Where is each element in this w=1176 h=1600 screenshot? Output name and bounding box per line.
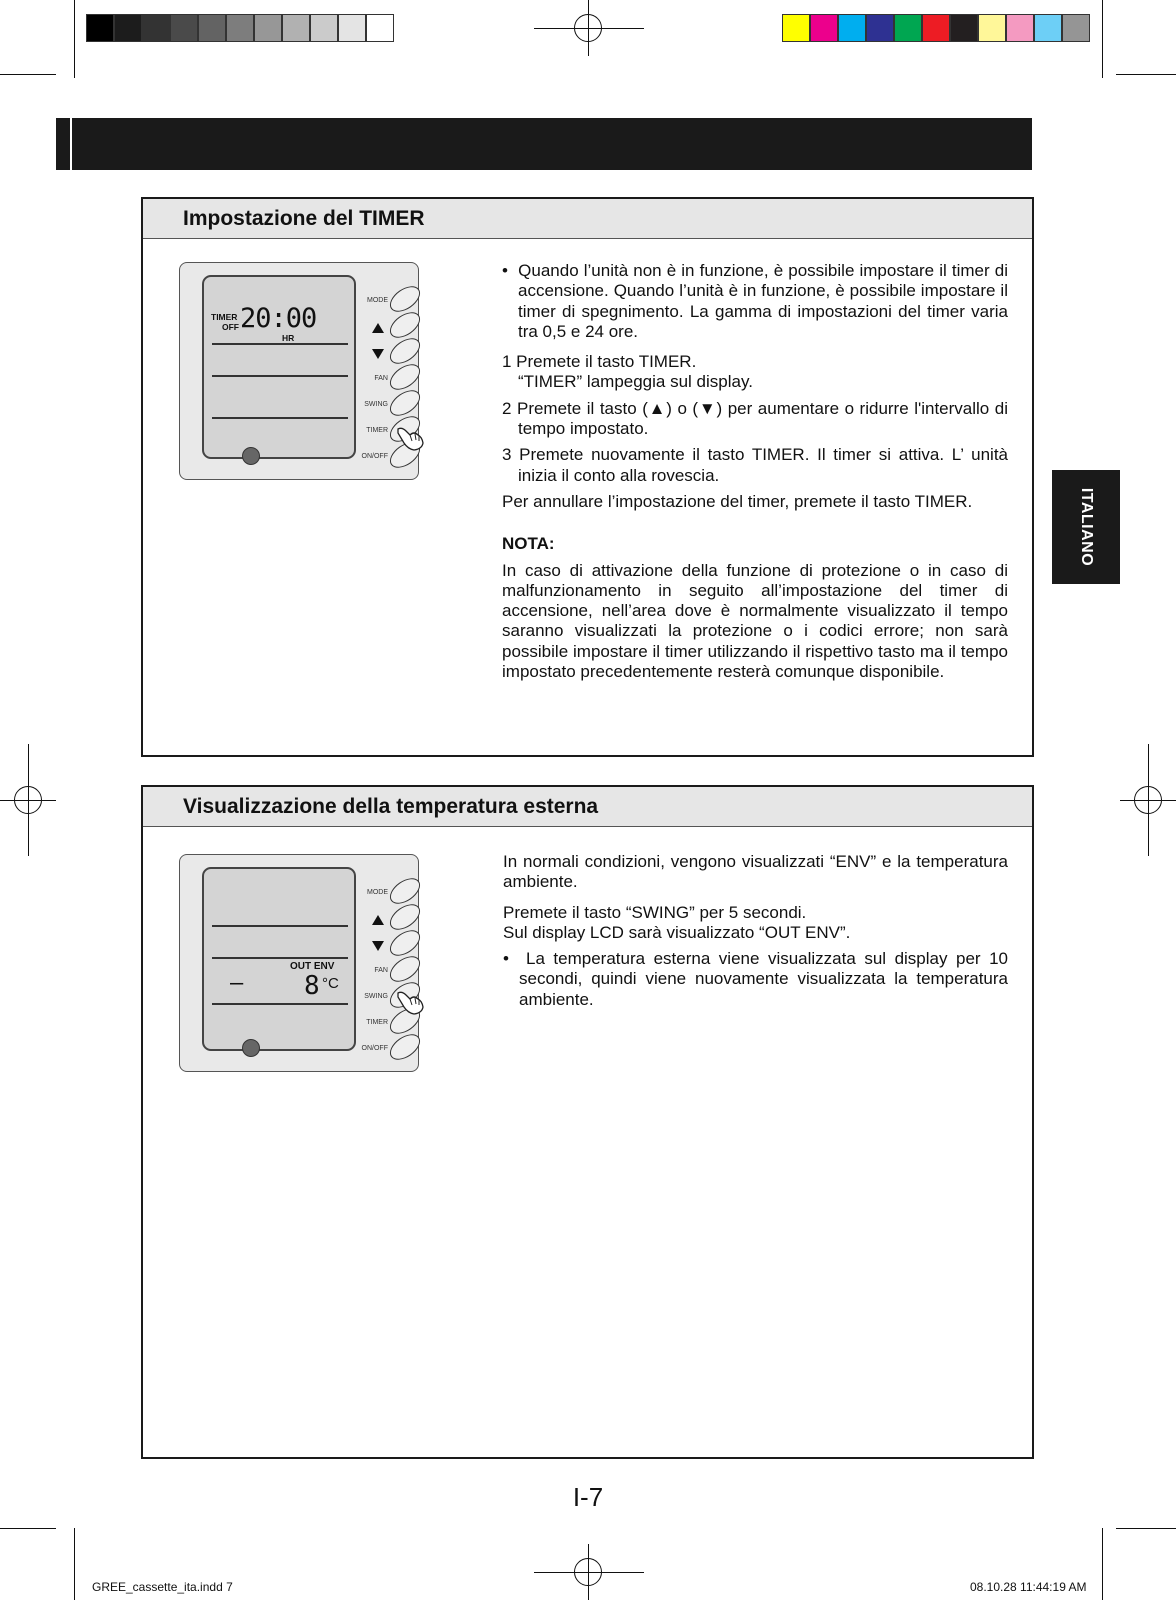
- lcd-screen: [202, 867, 356, 1051]
- color-swatch: [1006, 14, 1034, 42]
- mode-label: MODE: [367, 297, 388, 304]
- lcd-off-label: OFF: [222, 322, 239, 332]
- color-swatch: [1062, 14, 1090, 42]
- swing-label: SWING: [364, 401, 388, 408]
- env-bullet: La temperatura esterna viene visualizzata sul display per 10 secondi, quindi viene nuovamente visualizzata la temperatura ambiente.: [519, 949, 1008, 1009]
- step-3: 3 Premete nuovamente il tasto TIMER. Il timer si attiva. L’ unità inizia il conto alla rovescia.: [502, 445, 1008, 485]
- step-1: 1 Premete il tasto TIMER.: [502, 352, 697, 372]
- color-swatch: [142, 14, 170, 42]
- pointing-hand-icon: [396, 425, 426, 451]
- onoff-label: ON/OFF: [361, 1045, 388, 1052]
- fan-label: FAN: [374, 375, 388, 382]
- color-swatch: [894, 14, 922, 42]
- color-swatch: [338, 14, 366, 42]
- remote-knob: [242, 447, 260, 465]
- up-button[interactable]: [385, 307, 424, 343]
- color-swatch: [366, 14, 394, 42]
- env-text: In normali condizioni, vengono visualizzati “ENV” e la temperatura ambiente. Premete il tasto “SWING” per 5 secondi. Sul display LCD sarà visualizzato “OUT ENV”. • La temperatura esterna viene visualizzata sul display per 10 secondi, quindi viene nuovamente visualizzata la temperatura ambiente.: [503, 852, 1008, 1009]
- cancel-text: Per annullare l’impostazione del timer, premete il tasto TIMER.: [502, 491, 973, 511]
- color-swatch: [978, 14, 1006, 42]
- color-swatch: [838, 14, 866, 42]
- env-p2b: Sul display LCD sarà visualizzato “OUT ENV”.: [503, 922, 851, 942]
- language-tab-label: ITALIANO: [1078, 487, 1095, 567]
- lcd-dash: –: [230, 971, 243, 996]
- color-swatch: [254, 14, 282, 42]
- fan-label: FAN: [374, 967, 388, 974]
- lcd-temp-unit: °C: [322, 975, 339, 992]
- onoff-label: ON/OFF: [361, 453, 388, 460]
- up-arrow-icon: [372, 323, 384, 333]
- color-swatch: [782, 14, 810, 42]
- color-swatch: [310, 14, 338, 42]
- down-arrow-icon: [372, 349, 384, 359]
- color-swatch: [86, 14, 114, 42]
- step-2: 2 Premete il tasto (▲) o (▼) per aumentare o ridurre l'intervallo di tempo impostato.: [502, 398, 1008, 439]
- color-swatch: [1034, 14, 1062, 42]
- lcd-time: 20:00: [240, 303, 317, 334]
- lcd-screen: [202, 275, 356, 459]
- env-p2a: Premete il tasto “SWING” per 5 secondi.: [503, 902, 807, 922]
- color-swatch: [198, 14, 226, 42]
- timer-text: • Quando l’unità non è in funzione, è possibile impostare il timer di accensione. Quando l’unità è in funzione, è possibile impostare il timer di spegnimento. La gamma di impostazioni del timer varia tra 0,5 e 24 ore. 1 Premete il tasto TIMER. “TIMER” lampeggia sul display. 2 Premete il tasto (▲) o (▼) per aumentare o ridurre l'intervallo di tempo impostato. 3 Premete nuovamente il tasto TIMER. Il timer si attiva. L’ unità inizia il conto alla rovescia. Per annullare l’impostazione del timer, premete il tasto TIMER. NOTA: In caso di attivazione della funzione di protezione o in caso di malfunzionamento in seguito all’impostazione del timer di accensione, nell’area dove è normalmente visualizzato il tempo saranno visualizzati la protezione o i codici errore; non sarà possibile impostare il timer utilizzando il rispettivo tasto ma il tempo impostato precedentemente resterà comunque disponibile.: [502, 261, 1008, 682]
- remote-buttons: [362, 275, 422, 475]
- header-bar: [56, 118, 1032, 170]
- onoff-button[interactable]: [385, 1029, 424, 1065]
- color-swatch: [950, 14, 978, 42]
- env-p1: In normali condizioni, vengono visualizzati “ENV” e la temperatura ambiente.: [503, 852, 1008, 892]
- color-swatch: [114, 14, 142, 42]
- timer-label: TIMER: [366, 1019, 388, 1026]
- mode-button[interactable]: [385, 873, 424, 909]
- remote-buttons: [362, 867, 422, 1067]
- mode-label: MODE: [367, 889, 388, 896]
- timer-bullet: Quando l’unità non è in funzione, è possibile impostare il timer di accensione. Quando l’unità è in funzione, è possibile impostare il timer di spegnimento. La gamma di impostazioni del timer varia tra 0,5 e 24 ore.: [518, 261, 1008, 341]
- down-arrow-icon: [372, 941, 384, 951]
- mode-button[interactable]: [385, 281, 424, 317]
- color-swatch: [866, 14, 894, 42]
- nota-title: NOTA:: [502, 534, 555, 554]
- color-swatch: [922, 14, 950, 42]
- lcd-hr-label: HR: [282, 333, 295, 343]
- color-swatch: [226, 14, 254, 42]
- remote-controller-timer: [179, 262, 419, 480]
- page-number: I-7: [572, 1482, 604, 1512]
- swing-button[interactable]: [385, 385, 424, 421]
- remote-controller-env: [179, 854, 419, 1072]
- pointing-hand-icon: [396, 989, 426, 1015]
- down-button[interactable]: [385, 333, 424, 369]
- swing-label: SWING: [364, 993, 388, 1000]
- footer-file: GREE_cassette_ita.indd 7: [92, 1580, 233, 1594]
- fan-button[interactable]: [385, 951, 424, 987]
- language-tab: [1052, 470, 1120, 584]
- up-arrow-icon: [372, 915, 384, 925]
- section-title: Impostazione del TIMER: [143, 199, 1032, 239]
- color-swatch: [170, 14, 198, 42]
- nota-text: In caso di attivazione della funzione di protezione o in caso di malfunzionamento in seguito all’impostazione del timer di accensione, nell’area dove è normalmente visualizzato il tempo saranno visualizzati la protezione o i codici errore; non sarà possibile impostare il timer utilizzando il rispettivo tasto ma il tempo impostato precedentemente resterà comunque disponibile.: [502, 560, 1008, 682]
- timer-label: TIMER: [366, 427, 388, 434]
- step-1b: “TIMER” lampeggia sul display.: [518, 372, 753, 392]
- lcd-outenv-label: OUT ENV: [290, 961, 335, 972]
- lcd-temp: 8: [304, 971, 319, 1001]
- fan-button[interactable]: [385, 359, 424, 395]
- up-button[interactable]: [385, 899, 424, 935]
- color-swatch: [282, 14, 310, 42]
- color-swatch: [810, 14, 838, 42]
- footer-timestamp: 08.10.28 11:44:19 AM: [970, 1580, 1087, 1594]
- down-button[interactable]: [385, 925, 424, 961]
- lcd-timer-label: TIMER: [211, 312, 238, 322]
- section-title: Visualizzazione della temperatura esterna: [143, 787, 1032, 827]
- remote-knob: [242, 1039, 260, 1057]
